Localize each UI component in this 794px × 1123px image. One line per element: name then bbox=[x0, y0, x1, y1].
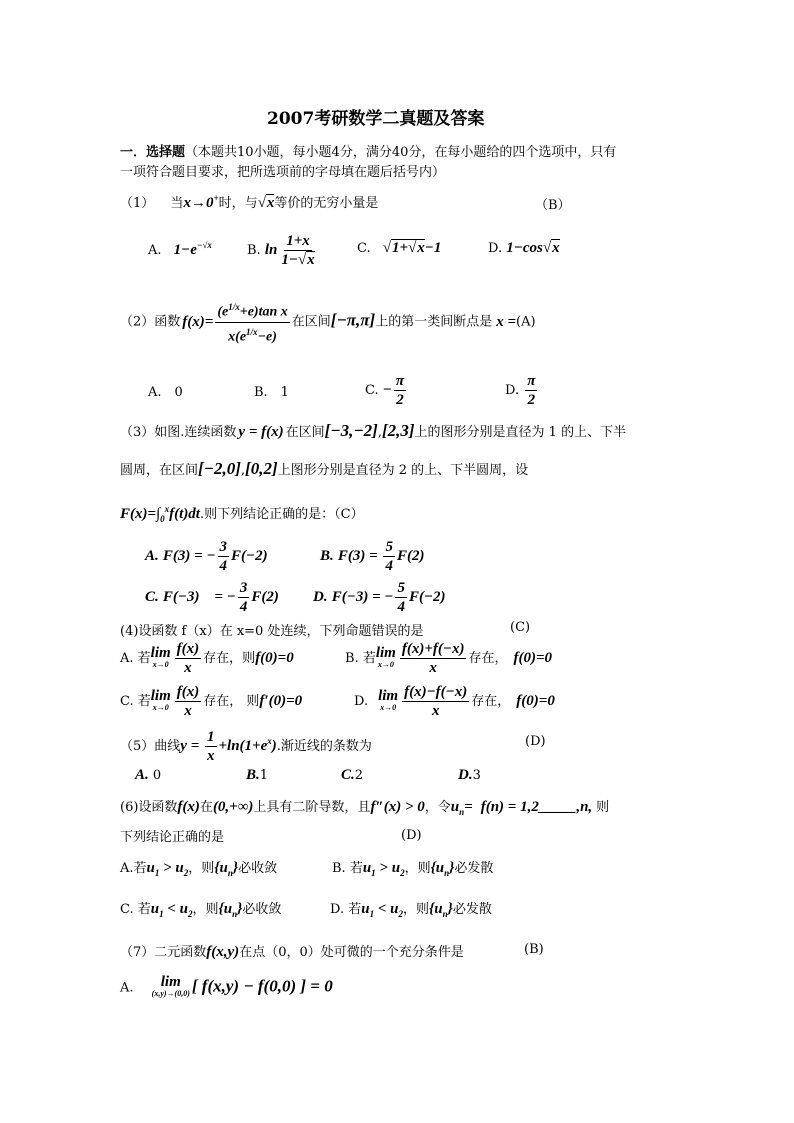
q1-number: （1） bbox=[120, 196, 155, 211]
q7-option-a: A. lim (x,y)→(0,0) [ f(x,y) − f(0,0) ] = 0 bbox=[120, 974, 333, 998]
section-desc-1: （本题共10小题，每小题4分，满分40分，在每小题给的四个选项中，只有 bbox=[185, 145, 617, 160]
q1-option-b: B. ln $\frac{1+x}{1-√x}$ bbox=[247, 233, 315, 268]
q6-option-a: A.若$u_1 > u_2$，则$\{u_n\}$必收敛 bbox=[120, 860, 278, 878]
q2-option-a: A. 0 bbox=[148, 385, 183, 400]
q1-condition: x→0+ bbox=[183, 193, 219, 211]
q3-line3: $F(x)=\int_0^xf(t)dt$.则下列结论正确的是：（C） bbox=[120, 504, 364, 524]
q6-line2: 下列结论正确的是 bbox=[120, 830, 225, 845]
q2-option-c: C. − $\frac{\pi}{2}$ bbox=[365, 373, 405, 408]
q7-stem: （7）二元函数f(x,y)在点（0，0）处可微的一个充分条件是 bbox=[120, 944, 464, 960]
section-intro-line1 bbox=[120, 141, 616, 160]
q5-answer: (D) bbox=[525, 734, 546, 749]
q6-answer: (D) bbox=[401, 828, 422, 843]
q1-option-c: C. √1+√x−1 bbox=[357, 240, 442, 256]
q7-answer: (B) bbox=[524, 942, 544, 957]
q1-option-d: D. 1−cos√x bbox=[488, 240, 560, 256]
q5-stem: （5）曲线y = $\frac{1}{x}$ $+\ln(1+e^x)$.渐近线的条数为 bbox=[120, 729, 372, 764]
q1-sqrt-x: √x bbox=[257, 195, 275, 211]
q4-stem: (4)设函数 f（x）在 x=0 处连续，下列命题错误的是 bbox=[120, 624, 424, 639]
q1-option-a: A. $1-e^{-√x}$ bbox=[148, 240, 212, 258]
q6-option-b: B. 若$u_1 > u_2$，则$\{u_n\}$必发散 bbox=[332, 860, 494, 878]
q3-option-b: B. F(3) = $\frac{5}{4}$ F(2) bbox=[320, 539, 425, 574]
page-title: 2007考研数学二真题及答案 bbox=[267, 109, 485, 129]
q5-option-b: B.1 bbox=[246, 767, 269, 783]
q4-answer: (C) bbox=[510, 620, 531, 635]
q2-option-d: D. $\frac{\pi}{2}$ bbox=[505, 373, 536, 408]
q1-pre: 当 bbox=[170, 196, 184, 211]
q3-option-a: A. F(3) = − $\frac{3}{4}$ F(−2) bbox=[145, 539, 268, 574]
q1-mid: 时，与 bbox=[218, 196, 258, 211]
section-desc-2: 一项符合题目要求，把所选项前的字母填在题后括号内） bbox=[120, 165, 446, 180]
q3-line2: 圆周，在区间[−2,0],[0,2]上图形分别是直径为 2 的上、下半圆周，设 bbox=[120, 459, 529, 478]
q3-option-c: C. F(−3) = − $\frac{3}{4}$ F(2) bbox=[145, 580, 279, 615]
q3-option-d: D. F(−3) = − $\frac{5}{4}$ F(−2) bbox=[313, 580, 446, 615]
q2-option-b: B. 1 bbox=[254, 385, 289, 400]
q2-stem: （2）函数 f(x)= $\frac{(e^{1/x}+e)\tan x}{x(e^{1/x}-e)}$ 在区间[−π,π]上的第一类间断点是 x =(A) bbox=[120, 298, 536, 346]
q6-option-c: C. 若$u_1 < u_2$，则$\{u_n\}$必收敛 bbox=[120, 901, 282, 919]
q3-line1: （3）如图.连续函数 y = f(x) 在区间[−3,−2],[2,3]上的图形分别是直径为 1 的上、下半 bbox=[120, 421, 627, 440]
q5-option-c: C.2 bbox=[341, 767, 364, 783]
q1-stem bbox=[120, 192, 378, 212]
q4-option-c: C. 若 lim x→0 $\frac{f(x)}{x}$ 存在， 则f′(0)=0 bbox=[120, 684, 303, 719]
q1-answer: （B） bbox=[535, 198, 571, 213]
q4-option-a: A. 若 lim x→0 $\frac{f(x)}{x}$ 存在，则f(0)=0 bbox=[120, 641, 294, 676]
q4-option-b: B. 若 lim x→0 $\frac{f(x)+f(-x)}{x}$ 存在， f(0)=0 bbox=[345, 641, 553, 676]
q6-stem: (6)设函数f(x)在(0,+∞)上具有二阶导数，且f″(x) > 0，令$u_n= f(n)$ = 1,2_____,n, 则 bbox=[120, 799, 610, 817]
q5-option-d: D.3 bbox=[458, 767, 481, 783]
section-heading: 一．选择题 bbox=[120, 145, 186, 160]
q4-option-d: D. lim x→0 $\frac{f(x)-f(-x)}{x}$ 存在， f(0)=0 bbox=[354, 684, 555, 719]
q1-mid2: 等价的无穷小量是 bbox=[274, 196, 379, 211]
q5-option-a: A. 0 bbox=[135, 767, 162, 783]
q6-option-d: D. 若$u_1 < u_2$，则$\{u_n\}$必发散 bbox=[330, 901, 492, 919]
